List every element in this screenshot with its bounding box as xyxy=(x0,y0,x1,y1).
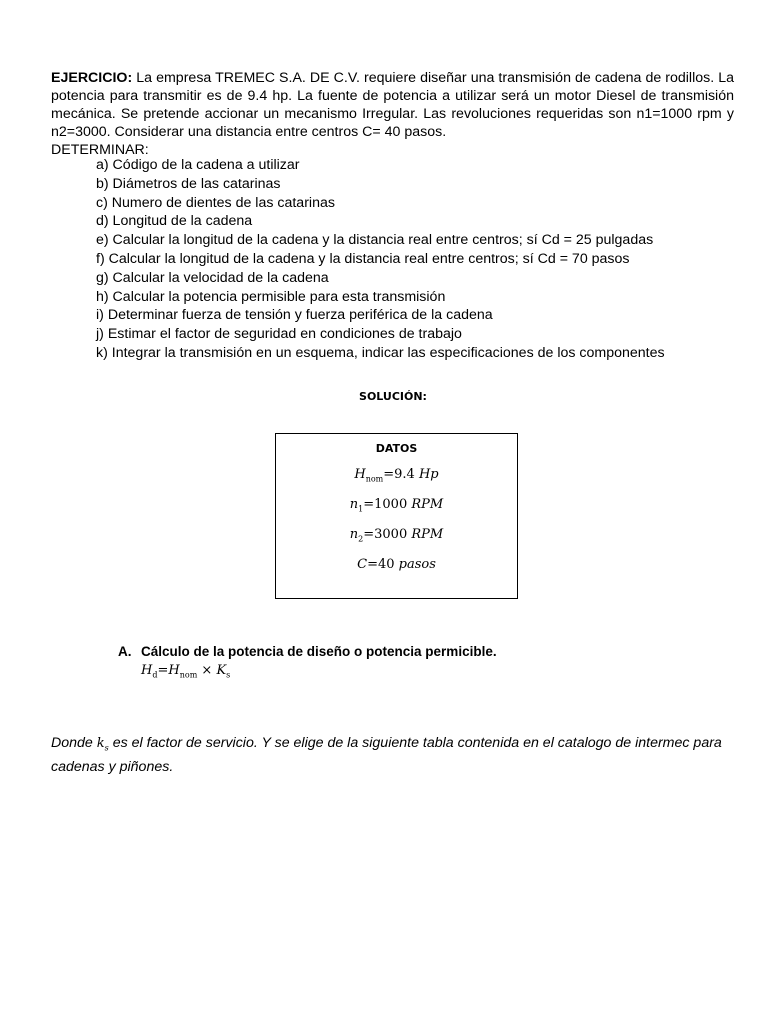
symbol-n2: n xyxy=(349,527,359,542)
task-item: f) Calcular la longitud de la cadena y la distancia real entre centros; sí Cd = 70 pasos xyxy=(96,250,630,267)
note-text-before: Donde xyxy=(51,735,97,751)
task-item: d) Longitud de la cadena xyxy=(96,213,253,230)
subscript-nom: nom xyxy=(179,670,198,680)
solution-heading: SOLUCIÓN: xyxy=(359,390,427,403)
task-item: g) Calcular la velocidad de la cadena xyxy=(96,269,329,286)
data-box xyxy=(275,433,518,599)
symbol-c: C xyxy=(357,557,368,572)
value-n2: =3000 xyxy=(363,527,408,542)
symbol-k: k xyxy=(96,736,105,751)
symbol-n1: n xyxy=(349,497,359,512)
subscript-d: d xyxy=(152,670,158,680)
symbol-h: H xyxy=(168,663,180,678)
section-a-heading xyxy=(118,644,497,659)
task-item: h) Calcular la potencia permisible para esta transmisión xyxy=(96,288,446,305)
exercise-paragraph xyxy=(51,69,734,141)
determine-heading: DETERMINAR: xyxy=(51,142,149,158)
task-item: i) Determinar fuerza de tensión y fuerza periférica de la cadena xyxy=(96,307,493,324)
symbol-h: H xyxy=(354,467,366,482)
equation-power xyxy=(276,467,517,484)
service-factor-note xyxy=(51,734,741,777)
subscript-s: s xyxy=(104,743,109,753)
symbol-h: H xyxy=(141,663,153,678)
task-list xyxy=(96,156,665,363)
value-power: =9.4 xyxy=(383,467,415,482)
equation-n1 xyxy=(276,497,517,514)
subscript-2: 2 xyxy=(358,534,364,544)
note-text-after: es el factor de servicio. Y se elige de la siguiente tabla contenida en el catalogo de intermec para cadenas y piñones. xyxy=(51,735,722,775)
equation-n2 xyxy=(276,527,517,544)
task-item: e) Calcular la longitud de la cadena y la distancia real entre centros; sí Cd = 25 pulgadas xyxy=(96,232,654,249)
section-letter: A. xyxy=(118,644,132,659)
exercise-label: EJERCICIO: xyxy=(51,70,133,86)
data-box-title: DATOS xyxy=(375,442,418,455)
task-item: k) Integrar la transmisión en un esquema, indicar las especificaciones de los componentes xyxy=(96,344,665,361)
value-n1: =1000 xyxy=(363,497,408,512)
unit-pasos: pasos xyxy=(398,557,436,572)
unit-hp: Hp xyxy=(418,467,439,482)
task-item: a) Código de la cadena a utilizar xyxy=(96,157,300,173)
task-item: c) Numero de dientes de las catarinas xyxy=(96,194,335,211)
equation-center-distance xyxy=(276,557,517,572)
symbol-k: K xyxy=(216,663,227,678)
subscript-s: s xyxy=(226,670,231,680)
subscript-nom: nom xyxy=(365,474,384,484)
times-sign: × xyxy=(197,663,217,678)
unit-rpm: RPM xyxy=(411,497,444,512)
subscript-1: 1 xyxy=(358,504,364,514)
equals-sign: = xyxy=(157,663,169,678)
value-c: =40 xyxy=(367,557,395,572)
design-power-formula xyxy=(141,663,230,680)
section-title: Cálculo de la potencia de diseño o potencia permicible. xyxy=(141,644,497,659)
unit-rpm: RPM xyxy=(411,527,444,542)
exercise-text: La empresa TREMEC S.A. DE C.V. requiere diseñar una transmisión de cadena de rodillos. La potencia para transmitir es de 9.4 hp. La fuente de potencia a utilizar será un motor Diesel de transmisión mecánica. Se pretende accionar un mecanismo Irregular. Las revoluciones requeridas son n1=1000 rpm y n2=3000. Considerar una distancia entre centros C= 40 pasos. xyxy=(51,70,734,140)
task-item: b) Diámetros de las catarinas xyxy=(96,175,281,192)
service-factor-symbol xyxy=(97,736,109,751)
task-item: j) Estimar el factor de seguridad en condiciones de trabajo xyxy=(96,326,462,343)
